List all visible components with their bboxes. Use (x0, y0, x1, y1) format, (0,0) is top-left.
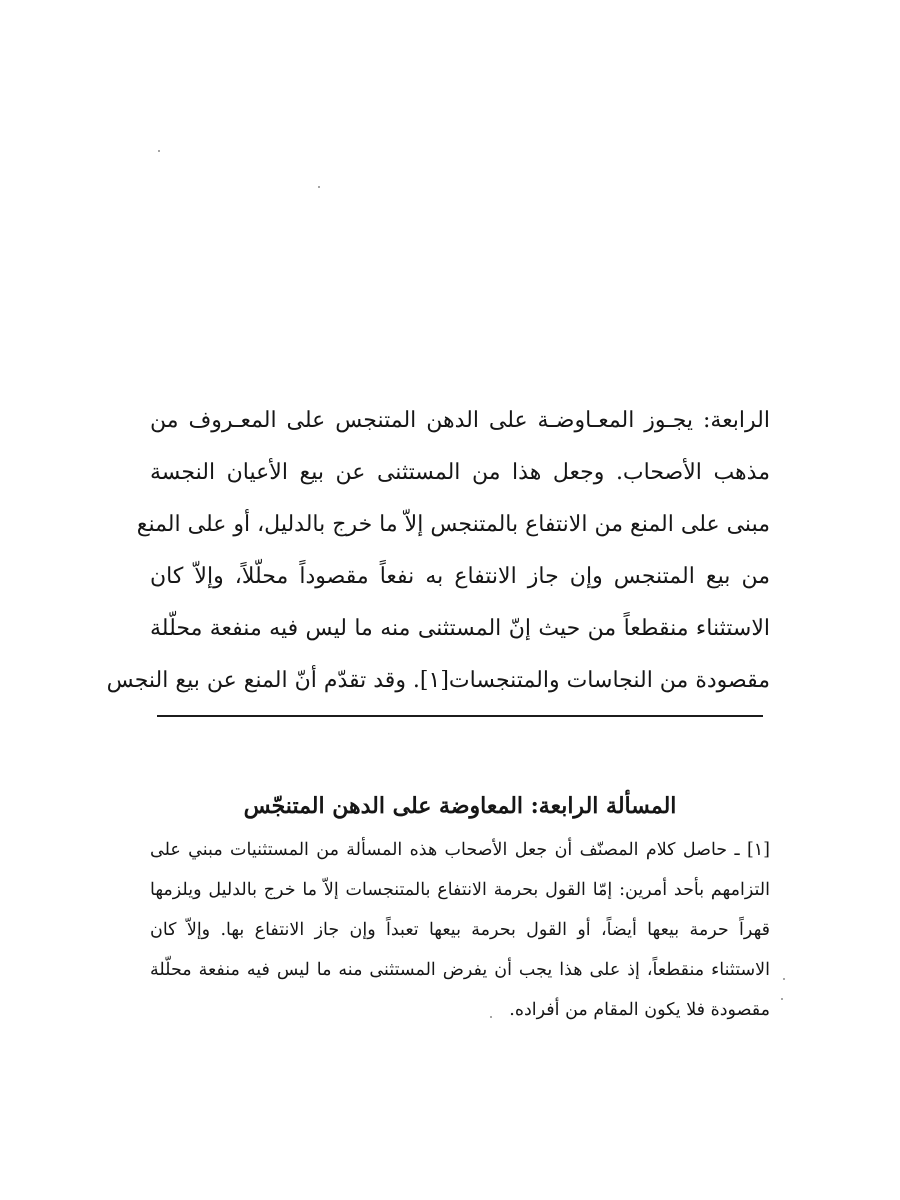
main-text-line: مذهب الأصحاب. وجعل هذا من المستثنى عن بيع الأعيان النجسة (150, 460, 770, 485)
scan-speck (781, 998, 783, 1000)
main-text-line: الرابعة: يجـوز المعـاوضـة على الدهن المتنجس على المعـروف من (150, 408, 770, 433)
main-text-line: مبنى على المنع من الانتفاع بالمتنجس إلاّ ما خرج بالدليل، أو على المنع (136, 512, 770, 537)
footnote-line: قهراً حرمة بيعها أيضاً، أو القول بحرمة بيعها تعبداً وإن جاز الانتفاع بها. وإلاّ كان (150, 920, 770, 940)
footnote-line: [١] ـ حاصل كلام المصنّف أن جعل الأصحاب هذه المسألة من المستثنيات مبني على (150, 840, 770, 860)
scan-speck (158, 150, 160, 152)
main-text-block (106, 395, 770, 707)
main-text-line: مقصودة من النجاسات والمتنجسات[١]. وقد تقدّم أنّ المنع عن بيع النجس (106, 668, 770, 693)
main-text-line: من بيع المتنجس وإن جاز الانتفاع به نفعاً مقصوداً محلّلاً، وإلاّ كان (150, 564, 770, 589)
footnote-line: التزامهم بأحد أمرين: إمّا القول بحرمة الانتفاع بالمتنجسات إلاّ ما خرج بالدليل ويلزمها (150, 880, 770, 900)
footnote-line: مقصودة فلا يكون المقام من أفراده. (509, 1000, 770, 1020)
scan-speck (783, 978, 785, 980)
scan-speck (490, 1016, 492, 1018)
footnote-divider (157, 715, 763, 717)
footnote-block (150, 830, 770, 1030)
main-text-line: الاستثناء منقطعاً من حيث إنّ المستثنى منه ما ليس فيه منفعة محلّلة (150, 616, 770, 641)
scan-speck (318, 186, 320, 188)
footnote-line: الاستثناء منقطعاً، إذ على هذا يجب أن يفرض المستثنى منه ما ليس فيه منفعة محلّلة (150, 960, 770, 980)
footnote-section-title: المسألة الرابعة: المعاوضة على الدهن المتنجّس (243, 793, 677, 819)
